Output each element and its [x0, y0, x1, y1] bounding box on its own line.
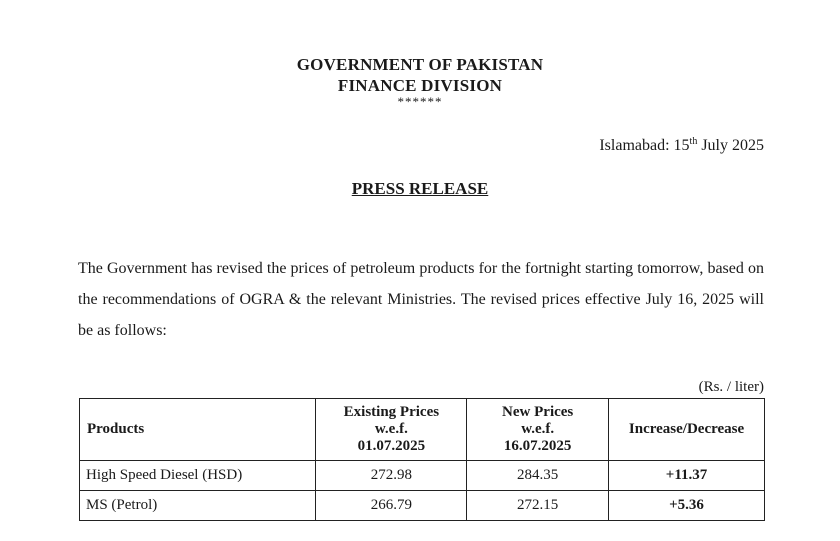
body-paragraph: The Government has revised the prices of petroleum products for the fortnight starting tomorrow, based on the recommendations of OGRA & the relevant Ministries. The revised prices effective July 16, 2025 will be as follows:	[78, 260, 764, 339]
row-product: High Speed Diesel (HSD)	[80, 461, 316, 491]
header-new-line2: w.e.f.	[521, 421, 555, 437]
header-existing-line1: Existing Prices	[343, 404, 440, 420]
row-new-price: 284.35	[467, 461, 609, 491]
row-new-price: 272.15	[467, 491, 609, 521]
row-existing-price: 272.98	[316, 461, 467, 491]
row-existing-price: 266.79	[316, 491, 467, 521]
header-new-line1: New Prices	[502, 404, 574, 420]
header-products-label: Products	[87, 421, 145, 437]
table-header-row	[80, 399, 765, 461]
row-product: MS (Petrol)	[80, 491, 316, 521]
unit-note: (Rs. / liter)	[698, 379, 764, 395]
table-row	[80, 461, 765, 491]
header-new-line3: 16.07.2025	[503, 438, 572, 454]
dateline-ordinal: th	[689, 136, 698, 147]
table-row	[80, 491, 765, 521]
row-change: +5.36	[609, 491, 765, 521]
header-existing-line2: w.e.f.	[374, 421, 408, 437]
header-products	[80, 399, 316, 461]
row-change: +11.37	[609, 461, 765, 491]
letterhead	[0, 54, 840, 108]
letterhead-stars: ******	[397, 94, 443, 109]
header-change-label: Increase/Decrease	[628, 421, 745, 437]
header-existing-prices	[316, 399, 467, 461]
dateline-prefix: Islamabad: 15	[599, 137, 690, 154]
header-existing-line3: 01.07.2025	[357, 438, 426, 454]
letterhead-government: GOVERNMENT OF PAKISTAN	[296, 55, 544, 74]
dateline-suffix: July 2025	[697, 137, 764, 154]
press-release-title: PRESS RELEASE	[351, 179, 489, 198]
dateline	[599, 137, 764, 155]
header-increase-decrease	[609, 399, 765, 461]
letterhead-division: FINANCE DIVISION	[337, 76, 503, 95]
price-table	[79, 398, 765, 521]
header-new-prices	[467, 399, 609, 461]
